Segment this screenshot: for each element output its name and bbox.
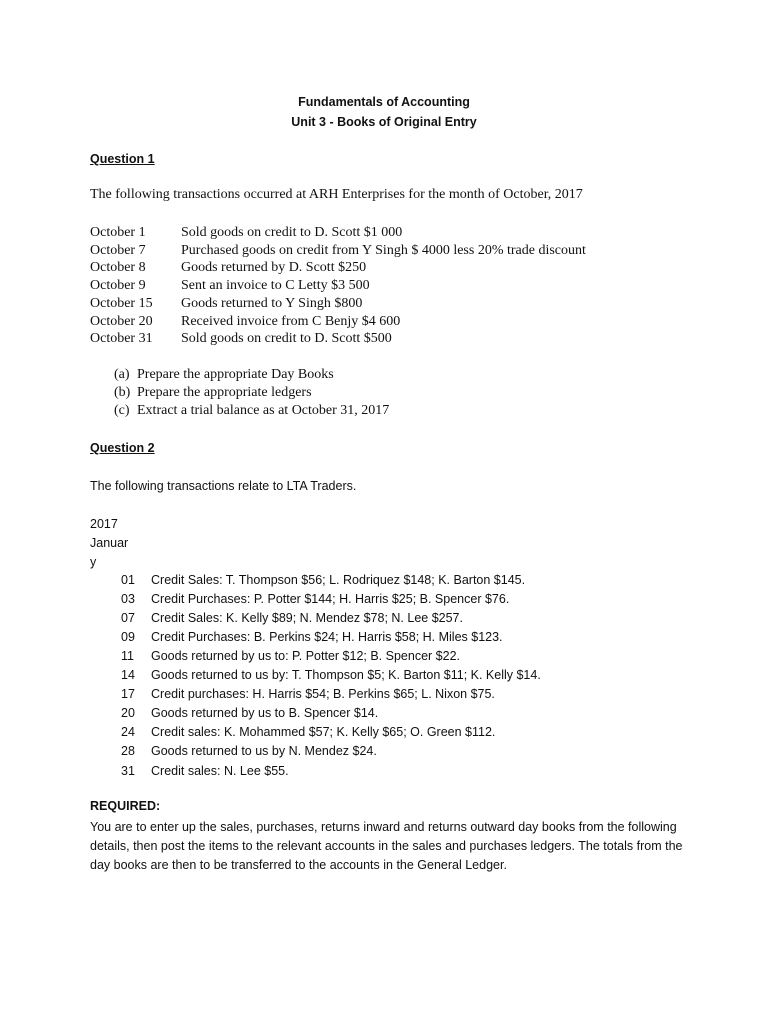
journal-day: 28 bbox=[121, 744, 135, 758]
journal-day: 17 bbox=[121, 687, 135, 701]
transaction-row bbox=[90, 295, 362, 313]
transaction-date: October 9 bbox=[90, 278, 146, 293]
journal-day: 11 bbox=[121, 649, 134, 663]
month-label-part1: Januar bbox=[90, 536, 129, 550]
transaction-row bbox=[90, 224, 402, 242]
journal-row bbox=[121, 704, 378, 723]
transaction-date: October 8 bbox=[90, 260, 146, 275]
journal-text: Credit Sales: K. Kelly $89; N. Mendez $78; N. Lee $257. bbox=[151, 611, 463, 625]
journal-row bbox=[121, 647, 460, 666]
journal-text: Credit sales: K. Mohammed $57; K. Kelly $65; O. Green $112. bbox=[151, 725, 496, 739]
transaction-text: Received invoice from C Benjy $4 600 bbox=[181, 314, 401, 329]
task-item bbox=[114, 402, 389, 420]
journal-day: 01 bbox=[121, 573, 135, 587]
question-2-heading: Question 2 bbox=[90, 441, 155, 455]
task-item bbox=[114, 366, 334, 384]
required-text: You are to enter up the sales, purchases, returns inward and returns outward day books from the following details, then post the items to the relevant accounts in the sales and purchases ledgers. The totals from the day books are then to be transferred to the accounts in the General Ledger. bbox=[90, 820, 683, 872]
task-text: Extract a trial balance as at October 31, 2017 bbox=[137, 403, 390, 418]
journal-day: 09 bbox=[121, 630, 135, 644]
transaction-row bbox=[90, 313, 400, 331]
journal-text: Credit Purchases: P. Potter $144; H. Harris $25; B. Spencer $76. bbox=[151, 592, 510, 606]
journal-text: Goods returned by us to B. Spencer $14. bbox=[151, 706, 379, 720]
journal-text: Credit purchases: H. Harris $54; B. Perkins $65; L. Nixon $75. bbox=[151, 687, 495, 701]
journal-text: Goods returned to us by: T. Thompson $5; K. Barton $11; K. Kelly $14. bbox=[151, 668, 541, 682]
document-title: Fundamentals of Accounting bbox=[298, 95, 470, 109]
journal-row bbox=[121, 609, 463, 628]
task-item bbox=[114, 384, 312, 402]
transaction-text: Goods returned to Y Singh $800 bbox=[181, 296, 363, 311]
transaction-row bbox=[90, 259, 366, 277]
transaction-row bbox=[90, 242, 586, 260]
journal-row bbox=[121, 571, 525, 590]
journal-text: Credit Purchases: B. Perkins $24; H. Harris $58; H. Miles $123. bbox=[151, 630, 503, 644]
transaction-row bbox=[90, 330, 392, 348]
journal-row bbox=[121, 685, 495, 704]
journal-day: 07 bbox=[121, 611, 135, 625]
required-heading: REQUIRED: bbox=[90, 799, 161, 813]
year-label: 2017 bbox=[90, 517, 118, 531]
transaction-row bbox=[90, 277, 370, 295]
transaction-text: Purchased goods on credit from Y Singh $ 4000 less 20% trade discount bbox=[181, 243, 586, 258]
month-label-part2: y bbox=[90, 555, 97, 569]
task-text: Prepare the appropriate Day Books bbox=[137, 367, 334, 382]
journal-text: Credit Sales: T. Thompson $56; L. Rodriquez $148; K. Barton $145. bbox=[151, 573, 526, 587]
question-1-intro: The following transactions occurred at ARH Enterprises for the month of October, 2017 bbox=[90, 187, 583, 202]
transaction-text: Sent an invoice to C Letty $3 500 bbox=[181, 278, 370, 293]
question-1-heading: Question 1 bbox=[90, 152, 155, 166]
transaction-date: October 7 bbox=[90, 243, 146, 258]
journal-row bbox=[121, 742, 377, 761]
journal-row bbox=[121, 723, 495, 742]
journal-row bbox=[121, 666, 541, 685]
document-subtitle: Unit 3 - Books of Original Entry bbox=[291, 115, 477, 129]
transaction-date: October 1 bbox=[90, 225, 146, 240]
journal-day: 24 bbox=[121, 725, 135, 739]
journal-text: Goods returned to us by N. Mendez $24. bbox=[151, 744, 377, 758]
task-label: (b) bbox=[114, 385, 131, 400]
transaction-date: October 31 bbox=[90, 331, 153, 346]
transaction-text: Goods returned by D. Scott $250 bbox=[181, 260, 367, 275]
journal-row bbox=[121, 762, 289, 781]
task-label: (c) bbox=[114, 403, 130, 418]
task-text: Prepare the appropriate ledgers bbox=[137, 385, 312, 400]
journal-day: 20 bbox=[121, 706, 135, 720]
task-label: (a) bbox=[114, 367, 130, 382]
journal-row bbox=[121, 628, 503, 647]
journal-row bbox=[121, 590, 509, 609]
journal-text: Goods returned by us to: P. Potter $12; B. Spencer $22. bbox=[151, 649, 460, 663]
journal-day: 31 bbox=[121, 764, 135, 778]
question-2-intro: The following transactions relate to LTA Traders. bbox=[90, 479, 357, 493]
journal-day: 14 bbox=[121, 668, 135, 682]
transaction-date: October 20 bbox=[90, 314, 153, 329]
transaction-date: October 15 bbox=[90, 296, 153, 311]
journal-text: Credit sales: N. Lee $55. bbox=[151, 764, 289, 778]
journal-day: 03 bbox=[121, 592, 135, 606]
transaction-text: Sold goods on credit to D. Scott $1 000 bbox=[181, 225, 403, 240]
transaction-text: Sold goods on credit to D. Scott $500 bbox=[181, 331, 392, 346]
